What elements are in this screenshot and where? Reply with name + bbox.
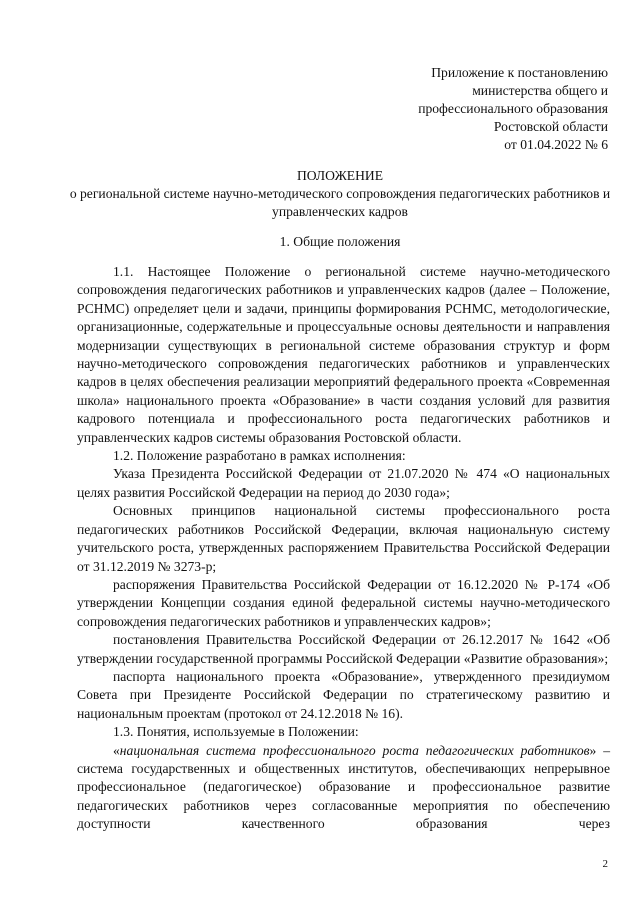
- paragraph-passport: паспорта национального проекта «Образование», утвержденного президиумом Совета при Президенте Российской Федерации по стратегическому развитию и национальным проектам (протокол от 24.12.2018 № 16).: [77, 668, 610, 721]
- paragraph-principles: Основных принципов национальной системы профессионального роста педагогических работников Российской Федерации, включая национальную систему учительского роста, утвержденных распоряжением Правительства Российской Федерации от 31.12.2019 № 3273-р;: [77, 503, 610, 574]
- appendix-line-5: от 01.04.2022 № 6: [504, 137, 608, 152]
- paragraph-definition: [77, 742, 610, 834]
- document-title: ПОЛОЖЕНИЕ: [296, 168, 384, 183]
- section-heading: 1. Общие положения: [279, 234, 401, 249]
- defined-term: национальная система профессионального роста педагогических работников: [119, 742, 590, 758]
- appendix-line-1: Приложение к постановлению: [431, 65, 608, 80]
- paragraph-postanovlenie: постановления Правительства Российской Федерации от 26.12.2017 № 1642 «Об утверждении государственной программы Российской Федерации «Развитие образования»;: [77, 632, 610, 666]
- paragraph-ukaz: Указа Президента Российской Федерации от 21.07.2020 № 474 «О национальных целях развития Российской Федерации на период до 2030 года»;: [77, 466, 610, 500]
- appendix-line-2: министерства общего и: [472, 83, 608, 98]
- paragraph-rasporyazhenie: распоряжения Правительства Российской Федерации от 16.12.2020 № Р-174 «Об утверждении Концепции создания единой федеральной системы научно-методического сопровождения педагогических работников и управленческих кадров»;: [77, 576, 610, 629]
- paragraph-1-1: 1.1. Настоящее Положение о региональной системе научно-методического сопровождения педагогических работников и управленческих кадров (далее – Положение, РСНМС) определяет цели и задачи, принципы формирования РСНМС, методологические, организационные, содержательные и процессуальные основы деятельности и направления модернизации существующих в региональной системе образования структур и форм научно-методического сопровождения педагогических работников и управленческих кадров в целях обеспечения реализации мероприятий федерального проекта «Современная школа» национального проекта «Образование» в части создания условий для развития кадрового потенциала и профессионального роста педагогических работников и управленческих кадров системы образования Ростовской области.: [77, 264, 610, 445]
- page-number: 2: [602, 858, 608, 870]
- appendix-line-4: Ростовской области: [493, 119, 608, 134]
- appendix-line-3: профессионального образования: [418, 101, 608, 116]
- paragraph-1-2: 1.2. Положение разработано в рамках исполнения:: [113, 448, 406, 464]
- appendix-header: [328, 64, 608, 154]
- document-body: [77, 263, 610, 834]
- paragraph-1-3: 1.3. Понятия, используемые в Положении:: [113, 724, 359, 740]
- term-definition: » – система государственных и общественных институтов, обеспечивающих непрерывное профессиональное (педагогическое) образование и профессиональное развитие педагогических работников через согласованные мероприятия по обеспечению доступности качественного образования через: [77, 742, 610, 832]
- document-subtitle: о региональной системе научно-методического сопровождения педагогических работников и управленческих кадров: [69, 186, 611, 219]
- quote-open: «: [113, 742, 120, 758]
